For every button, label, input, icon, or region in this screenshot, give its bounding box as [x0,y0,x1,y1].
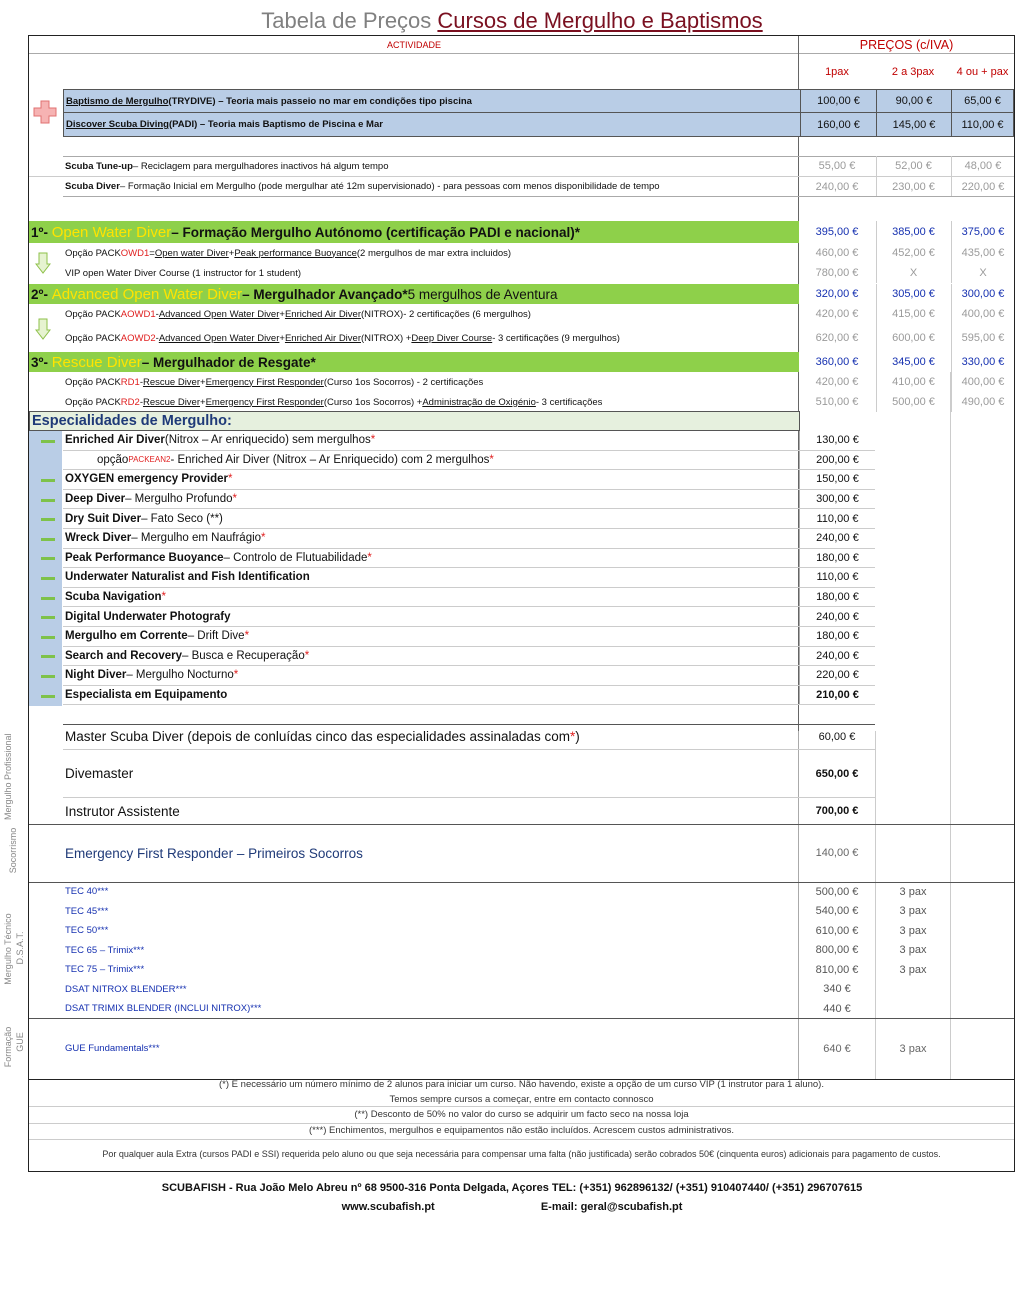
specialty-star: * [233,669,239,682]
price-1pax: 640 € [823,1042,851,1055]
assistant-row: Instrutor Assistente 700,00 € [63,798,875,824]
specialty-name: Dry Suit Diver [65,512,142,525]
minus-icon [41,538,55,541]
specialty-name: Deep Diver [65,493,126,506]
specialty-star: * [370,434,376,447]
price-2pax: 52,00 € [876,156,950,176]
price-2pax: 305,00 € [876,284,950,304]
extra-row-1 [29,156,1014,176]
rescue-option-1: Opção PACK RD1 - Rescue Diver + Emergency First Responder (Curso 1os Socorros) - 2 certificações 420,00 € 410,00 € 400,00 € [29,372,1014,392]
price-4pax: 65,00 € [951,90,1013,112]
price-4pax: 110,00 € [951,113,1013,136]
price-4pax: 375,00 € [951,221,1014,243]
tec-row [29,941,1014,961]
tec-row [29,882,1014,902]
minus-icon [41,499,55,502]
tec-price: 810,00 € [815,963,859,976]
minus-icon [41,675,55,678]
price-2pax: 410,00 € [876,372,950,392]
specialty-row [63,568,875,588]
website-link[interactable]: www.scubafish.pt [341,1201,435,1213]
tec-name: TEC 40*** [65,886,109,898]
specialty-row [63,588,875,608]
price-1pax: 60,00 € [818,730,856,743]
minus-icon [41,577,55,580]
price-1pax: 700,00 € [815,805,859,817]
price-4pax: 220,00 € [951,177,1014,196]
specialty-price: 130,00 € [799,431,875,450]
price-4pax: 400,00 € [951,372,1014,392]
price-1pax: 620,00 € [815,332,859,344]
header-row [29,36,1014,54]
side-label-pro: Mergulho Profissional [3,733,13,820]
side-label-tec: Mergulho Técnico [3,913,13,985]
specialty-price: 220,00 € [799,666,875,685]
specialty-star: * [232,493,237,506]
specialty-name: Search and Recovery [65,649,182,662]
rescue-name: Rescue Diver [51,353,142,371]
price-1pax: 240,00 € [815,180,859,193]
price-2pax: 385,00 € [876,221,950,243]
tec-pax [876,980,950,1000]
specialty-row [63,666,875,686]
specialty-desc: – Mergulho Nocturno [126,669,234,682]
tec-pax: 3 pax [899,944,927,957]
ow-num: 1º- [31,224,48,240]
title-prefix: Tabela de Preços [261,8,432,33]
tec-row [29,980,1014,1000]
tec-price: 340 € [823,983,851,996]
price-1pax: 460,00 € [815,247,859,259]
specialty-star: * [227,473,233,486]
tec-pax [876,999,950,1019]
specialty-price: 300,00 € [799,490,875,509]
specialty-price: 180,00 € [799,549,875,568]
page-title [0,8,1024,34]
specialty-row [63,509,875,529]
note-5: Por qualquer aula Extra (cursos PADI e SSI) requerida pelo aluno ou que seja necessária para compensar uma falta (não justificada) serão cobrados 50€ (cinquenta euros) adicionais para pagamento de custos. [102,1149,941,1159]
tec-price: 440 € [823,1002,851,1015]
specialty-price: 240,00 € [799,529,875,548]
price-1pax: 100,00 € [800,90,876,112]
title-main: Cursos de Mergulho e Baptismos [437,8,763,33]
aow-row: 2º- Advanced Open Water Diver – Mergulhador Avançado* 5 mergulhos de Aventura 320,00 € 305,00 € 300,00 € [29,284,1014,304]
price-2pax: 145,00 € [876,113,951,136]
price-1pax: 420,00 € [815,376,859,388]
tec-name: TEC 45*** [65,905,109,917]
minus-icon [41,597,55,600]
aow-option-2: Opção PACK AOWD2 - Advanced Open Water Diver + Enriched Air Diver (NITROX) + Deep Diver Course - 3 certificações (9 mergulhos) 620,00 € 600,00 € 595,00 € [29,324,1014,352]
tec-name: DSAT TRIMIX BLENDER (INCLUI NITROX)*** [65,1003,262,1015]
specialty-row [63,470,875,490]
price-4pax: 490,00 € [951,392,1014,412]
specialty-row [63,549,875,569]
specialty-desc: – Mergulho em Naufrágio [131,532,262,545]
discover-name: Discover Scuba Diving [66,119,169,130]
baptism-row-1 [63,89,1014,113]
email-link[interactable]: E-mail: geral@scubafish.pt [540,1201,683,1213]
side-label-gue2: GUE [15,1032,25,1052]
specialties-header [29,411,800,431]
tec-name: TEC 65 – Trimix*** [65,944,145,956]
specialty-name: Especialista em Equipamento [65,689,228,702]
specialties-title: Especialidades de Mergulho: [32,413,232,429]
rescue-row: 3º- Rescue Diver – Mergulhador de Resgate* 360,00 € 345,00 € 330,00 € [29,352,1014,372]
ow-name: Open Water Diver [51,223,172,241]
specialty-desc: – Busca e Recuperação [181,649,305,662]
specialty-row [63,529,875,549]
side-label-gue1: Formação [3,1026,13,1068]
specialty-desc: (Nitrox – Ar enriquecido) sem mergulhos [164,434,371,447]
master-text: Master Scuba Diver (depois de conluídas cinco das especialidades assinaladas com [65,729,571,744]
specialty-desc: – Controlo de Flutuabilidade [223,551,368,564]
specialty-name: OXYGEN emergency Provider [65,473,228,486]
price-1pax: 360,00 € [815,356,859,368]
specialty-name: Wreck Diver [65,532,132,545]
baptism-row-2 [63,113,1014,137]
minus-icon [41,557,55,560]
tec-pax: 3 pax [899,905,927,918]
divemaster-row: Divemaster 650,00 € [63,750,875,798]
note-1: (*) É necessário um número mínimo de 2 alunos para iniciar um curso. Não havendo, existe a opção de um curso VIP (1 instrutor para 1 aluno). [219,1079,824,1090]
pax-header-row [29,54,1014,90]
price-4pax: 330,00 € [951,352,1014,372]
price-1pax: 395,00 € [815,226,859,238]
specialty-star: * [367,551,372,564]
specialty-name: Peak Performance Buoyance [65,551,224,564]
specialty-desc: - Enriched Air Diver (Nitrox – Ar Enriquecido) com 2 mergulhos [170,453,490,466]
ow-option-1: Opção PACK OWD1 = Open water Diver + Peak performance Buoyance (2 mergulhos de mar extra incluidos) 460,00 € 452,00 € 435,00 € [29,243,1014,263]
tec-row [29,999,1014,1019]
tec-price: 500,00 € [815,885,859,898]
tec-row [29,960,1014,980]
price-2pax: 600,00 € [876,324,950,352]
specialty-price: 110,00 € [799,568,875,587]
price-4pax: 48,00 € [951,156,1014,176]
footer-address: SCUBAFISH - Rua João Melo Abreu nº 68 9500-316 Ponta Delgada, Açores TEL: (+351) 962896132/ (+351) 910407440/ (+351) 296707615 [161,1182,863,1194]
price-1pax: 160,00 € [800,113,876,136]
specialty-star: * [489,453,494,466]
price-1pax: 55,00 € [818,160,856,172]
tec-name: TEC 50*** [65,925,109,937]
specialty-price: 240,00 € [799,607,875,626]
ow-row [29,221,1014,243]
side-label-dsat: D.S.A.T. [15,931,25,965]
price-table [28,35,1015,1172]
scuba-diver-name: Scuba Diver [65,181,120,192]
price-2pax: 452,00 € [876,243,950,263]
tuneup-name: Scuba Tune-up [65,160,133,172]
specialty-desc: – Fato Seco (**) [141,512,223,525]
price-1pax: 650,00 € [815,767,859,780]
minus-icon [41,636,55,639]
specialty-price: 150,00 € [799,470,875,489]
specialty-name: Mergulho em Corrente [65,630,188,643]
specialty-star: * [261,532,266,545]
tec-row [29,902,1014,922]
footer-contacts [0,1201,1024,1213]
price-1pax: 140,00 € [815,847,859,859]
specialty-row [63,431,875,451]
price-1pax: 320,00 € [815,288,859,300]
pack-code: PACKEAN2 [128,455,171,465]
tec-price: 540,00 € [815,905,859,918]
scuba-diver-desc: – Formação Inicial em Mergulho (pode mergulhar até 12m supervisionado) - para pessoas com menos disponibilidade de tempo [119,181,660,192]
specialty-price: 110,00 € [799,509,875,528]
tec-pax: 3 pax [899,885,927,898]
price-4pax: 300,00 € [951,284,1014,304]
price-2pax: 345,00 € [876,352,950,372]
specialty-name: Digital Underwater Photografy [65,610,231,623]
minus-icon [41,616,55,619]
specialty-row [63,686,875,706]
specialty-row [63,647,875,667]
specialty-price: 200,00 € [799,451,875,470]
aow-name: Advanced Open Water Diver [51,285,243,303]
col3-header: 4 ou + pax [956,66,1009,78]
specialty-name: Night Diver [65,669,127,682]
specialty-price: 180,00 € [799,627,875,646]
master-row: Master Scuba Diver (depois de conluídas cinco das especialidades assinaladas com * ) 60,00 € [63,724,875,750]
minus-icon [41,440,55,443]
tec-pax: 3 pax [899,924,927,937]
price-1pax: 510,00 € [815,396,859,408]
rescue-num: 3º- [31,354,48,370]
specialty-row [63,451,875,471]
pax-info: 3 pax [899,1042,927,1055]
tec-price: 800,00 € [815,944,859,957]
pack-code: OWD1 [120,247,150,259]
ow-desc: – Formação Mergulho Autónomo (certificação PADI e nacional)* [171,224,581,240]
minus-icon [41,518,55,521]
tec-row [29,921,1014,941]
activity-header: ACTIVIDADE [386,39,441,50]
aow-option-1: Opção PACK AOWD1 - Advanced Open Water Diver + Enriched Air Diver (NITROX) - 2 certificações (6 mergulhos) 420,00 € 415,00 € 400,00 € [29,304,1014,324]
price-1pax: 420,00 € [815,308,859,320]
col2-header: 2 a 3pax [891,66,935,78]
gue-row: GUE Fundamentals*** 640 € 3 pax [29,1018,1014,1079]
specialty-desc: – Drift Dive [187,630,245,643]
price-2pax: X [876,263,950,283]
minus-icon [41,479,55,482]
price-2pax: 415,00 € [876,304,950,324]
specialty-price: 210,00 € [799,686,875,705]
prices-header: PREÇOS (c/IVA) [859,37,954,52]
price-1pax: 780,00 € [815,267,859,279]
note-4: (***) Enchimentos, mergulhos e equipamentos não estão incluídos. Acrescem custos administrativos. [308,1125,735,1136]
specialty-star: * [244,630,250,643]
ow-option-2: VIP open Water Diver Course (1 instructor for 1 student) 780,00 € X X [29,263,1014,283]
note-2: Temos sempre cursos a começar, entre em contacto connosco [389,1094,654,1105]
tec-price: 610,00 € [815,924,859,937]
tec-name: DSAT NITROX BLENDER*** [65,983,187,995]
price-2pax: 230,00 € [876,177,950,196]
price-4pax: 595,00 € [951,324,1014,352]
price-2pax: 500,00 € [876,392,950,412]
specialty-row [63,627,875,647]
tec-pax: 3 pax [899,963,927,976]
specialty-name: opção [97,453,129,466]
aow-num: 2º- [31,286,48,302]
baptism-name: Baptismo de Mergulho [66,95,169,107]
note-3: (**) Desconto de 50% no valor do curso se adquirir um facto seco na nossa loja [354,1109,689,1120]
specialty-price: 180,00 € [799,588,875,607]
specialty-name: Scuba Navigation [65,591,162,604]
specialty-row [63,607,875,627]
specialty-price: 240,00 € [799,647,875,666]
plus-icon [33,100,57,124]
discover-desc: (PADI) – Teoria mais Baptismo de Piscina e Mar [168,119,383,130]
specialty-star: * [304,649,310,662]
tuneup-desc: – Reciclagem para mergulhadores inactivos há algum tempo [132,160,389,172]
specialty-name: Underwater Naturalist and Fish Identification [65,571,310,584]
efr-row: Emergency First Responder – Primeiros Socorros 140,00 € [63,824,875,882]
col1-header: 1pax [825,66,849,78]
price-4pax: 400,00 € [951,304,1014,324]
minus-icon [41,695,55,698]
price-4pax: 435,00 € [951,243,1014,263]
rescue-option-2: Opção PACK RD2 - Rescue Diver + Emergency First Responder (Curso 1os Socorros) + Administração de Oxigénio - 3 certificações 510,00 € 500,00 € 490,00 € [29,392,1014,412]
price-2pax: 90,00 € [876,90,951,112]
tec-name: TEC 75 – Trimix*** [65,964,145,976]
minus-icon [41,655,55,658]
specialty-row [63,490,875,510]
side-label-efr: Socorrismo [8,827,18,874]
specialty-star: * [161,591,166,604]
baptism-desc: (TRYDIVE) – Teoria mais passeio no mar em condições tipo piscina [168,95,472,107]
extra-row-2 [29,176,1014,196]
specialty-name: Enriched Air Diver [65,434,165,447]
price-4pax: X [951,263,1014,283]
specialty-desc: – Mergulho Profundo [125,493,233,506]
